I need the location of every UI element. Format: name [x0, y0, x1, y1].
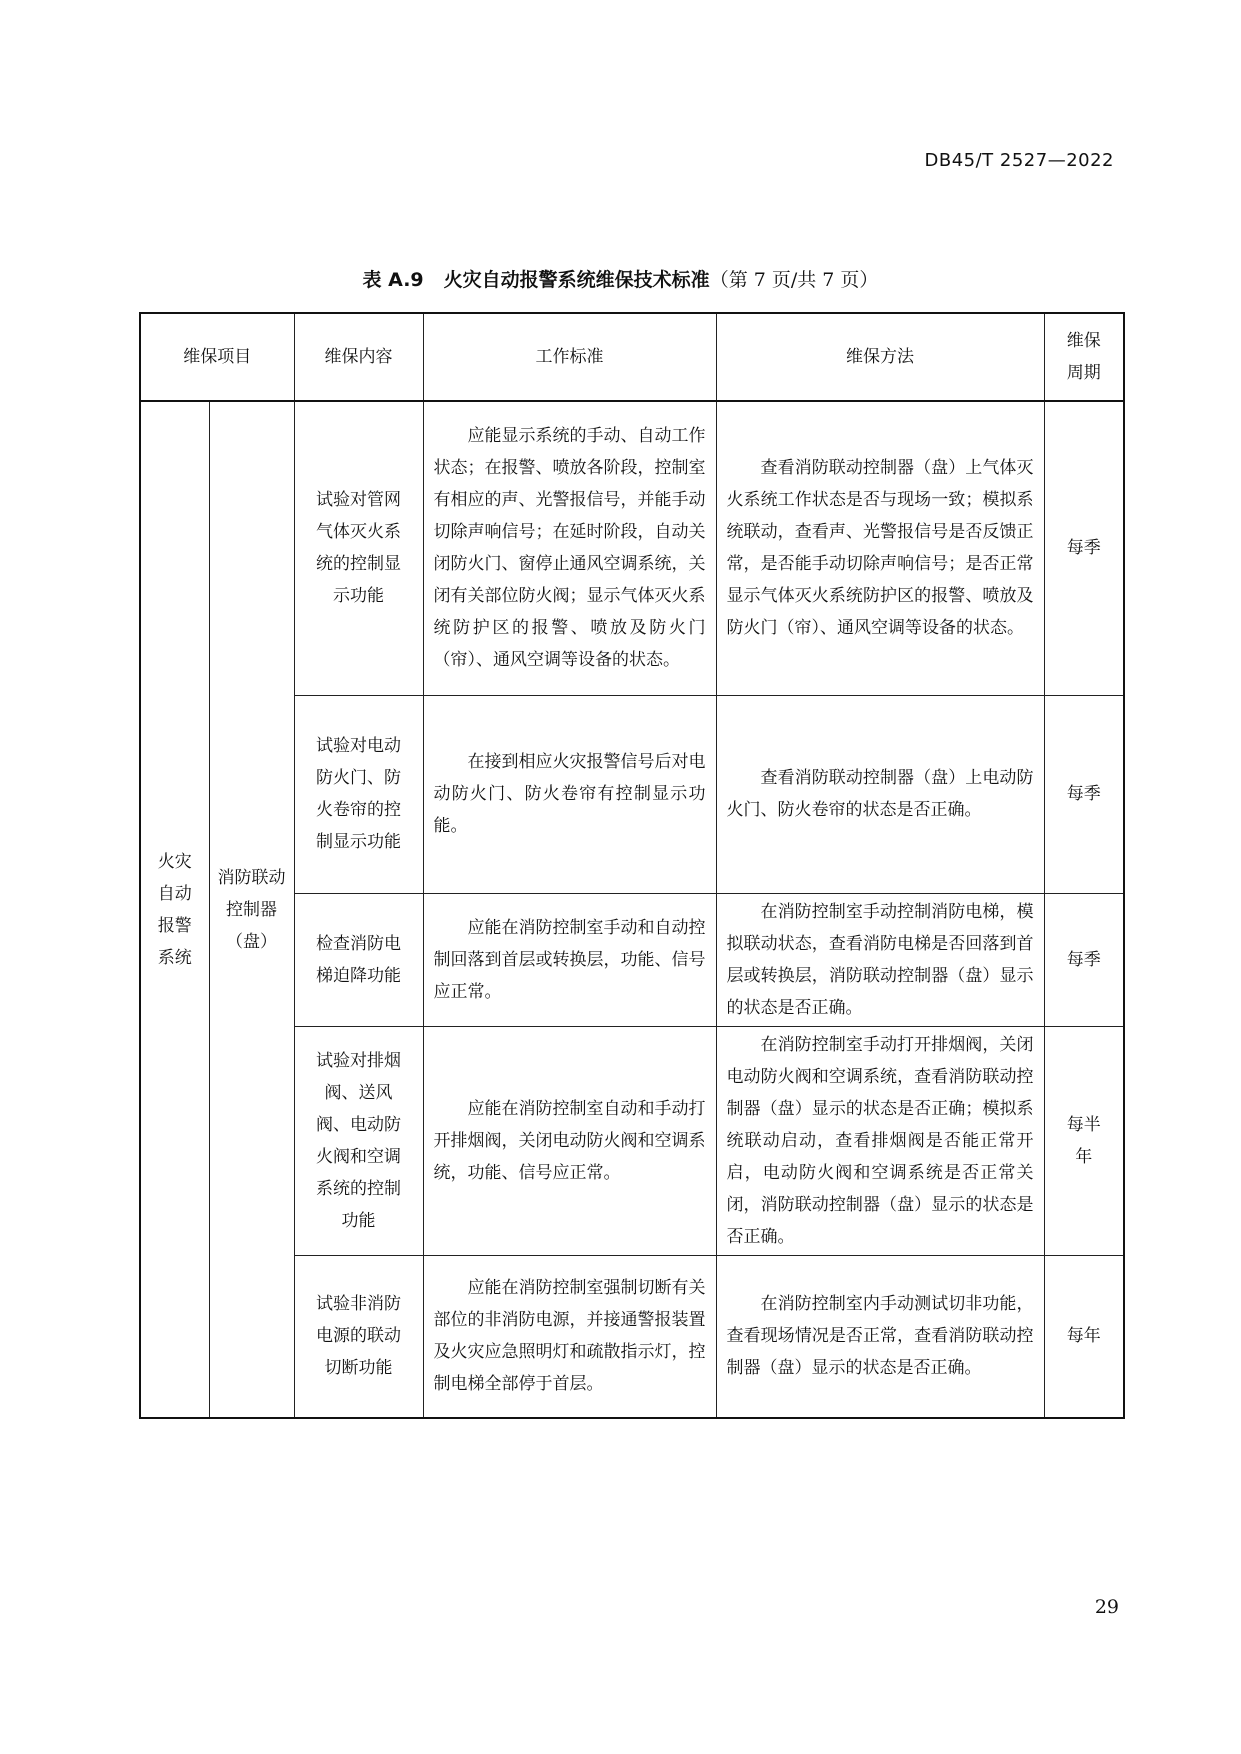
document-code: DB45/T 2527—2022 — [924, 150, 1114, 171]
header-maintenance-method: 维保方法 — [716, 313, 1044, 401]
maintenance-standard-table — [139, 312, 1125, 1419]
table-caption — [0, 265, 1241, 292]
standard-cell: 应能在消防控制室手动和自动控制回落到首层或转换层，功能、信号应正常。 — [423, 893, 716, 1026]
method-cell: 查看消防联动控制器（盘）上气体灭火系统工作状态是否与现场一致；模拟系统联动，查看声、光警报信号是否反馈正常，是否能手动切除声响信号；是否正常显示气体灭火系统防护区的报警、喷放及防火门（帘）、通风空调等设备的状态。 — [716, 401, 1044, 695]
content-cell: 试验对电动防火门、防火卷帘的控制显示功能 — [294, 695, 423, 893]
cycle-cell: 每半年 — [1044, 1026, 1124, 1255]
header-maintenance-cycle: 维保周期 — [1044, 313, 1124, 401]
table-label: 表 A.9 — [362, 269, 424, 291]
header-maintenance-item: 维保项目 — [140, 313, 294, 401]
page-number: 29 — [1094, 1596, 1119, 1618]
method-cell: 在消防控制室内手动测试切非功能，查看现场情况是否正常，查看消防联动控制器（盘）显示的状态是否正确。 — [716, 1255, 1044, 1418]
table-page-info: （第 7 页/共 7 页） — [709, 269, 879, 291]
table-header-row — [140, 313, 1124, 401]
header-maintenance-content: 维保内容 — [294, 313, 423, 401]
cycle-cell: 每季 — [1044, 893, 1124, 1026]
cycle-cell: 每季 — [1044, 695, 1124, 893]
method-cell: 在消防控制室手动打开排烟阀，关闭电动防火阀和空调系统，查看消防联动控制器（盘）显示的状态是否正确；模拟系统联动启动，查看排烟阀是否能正常开启，电动防火阀和空调系统是否正常关闭，消防联动控制器（盘）显示的状态是否正确。 — [716, 1026, 1044, 1255]
standard-cell: 应能在消防控制室强制切断有关部位的非消防电源，并接通警报装置及火灾应急照明灯和疏散指示灯，控制电梯全部停于首层。 — [423, 1255, 716, 1418]
cycle-cell: 每季 — [1044, 401, 1124, 695]
standard-cell: 应能显示系统的手动、自动工作状态；在报警、喷放各阶段，控制室有相应的声、光警报信号，并能手动切除声响信号；在延时阶段，自动关闭防火门、窗停止通风空调系统，关闭有关部位防火阀；显示气体灭火系统防护区的报警、喷放及防火门（帘）、通风空调等设备的状态。 — [423, 401, 716, 695]
content-cell: 试验对排烟阀、送风阀、电动防火阀和空调系统的控制功能 — [294, 1026, 423, 1255]
standard-cell: 应能在消防控制室自动和手动打开排烟阀，关闭电动防火阀和空调系统，功能、信号应正常。 — [423, 1026, 716, 1255]
subsystem-name-cell: 消防联动控制器（盘） — [209, 401, 294, 1418]
header-work-standard: 工作标准 — [423, 313, 716, 401]
content-cell: 试验非消防电源的联动切断功能 — [294, 1255, 423, 1418]
cycle-cell: 每年 — [1044, 1255, 1124, 1418]
method-cell: 在消防控制室手动控制消防电梯，模拟联动状态，查看消防电梯是否回落到首层或转换层，消防联动控制器（盘）显示的状态是否正确。 — [716, 893, 1044, 1026]
table-row — [140, 401, 1124, 695]
system-name-cell: 火灾自动报警系统 — [140, 401, 209, 1418]
content-cell: 检查消防电梯迫降功能 — [294, 893, 423, 1026]
method-cell: 查看消防联动控制器（盘）上电动防火门、防火卷帘的状态是否正确。 — [716, 695, 1044, 893]
content-cell: 试验对管网气体灭火系统的控制显示功能 — [294, 401, 423, 695]
table-title: 火灾自动报警系统维保技术标准 — [443, 269, 710, 291]
standard-cell: 在接到相应火灾报警信号后对电动防火门、防火卷帘有控制显示功能。 — [423, 695, 716, 893]
